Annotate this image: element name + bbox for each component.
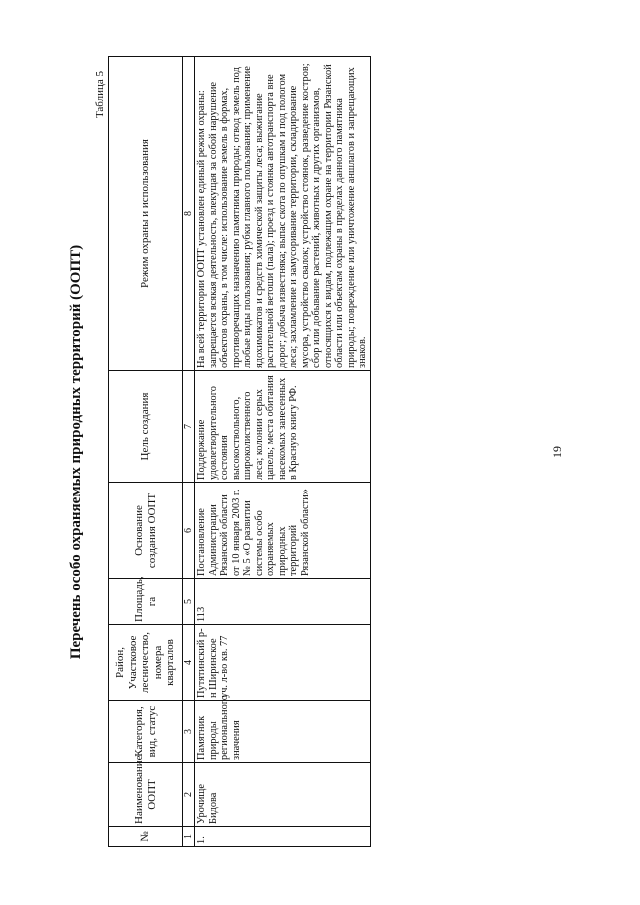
column-number: 8 [183,57,195,371]
header-category: Категория, вид, статус [109,701,183,763]
cell-district: Путятинский р-н Ширинское уч. л-во кв. 77 [195,625,371,701]
oopt-table [108,56,371,847]
cell-no: 1. [195,827,371,847]
header-district: Район, Участковое лесничество, номера кварталов [109,625,183,701]
rotated-page [60,57,580,847]
column-number: 3 [183,701,195,763]
column-number: 4 [183,625,195,701]
table-row [195,57,371,847]
column-number: 1 [183,827,195,847]
cell-category: Памятник природы регионального значения [195,701,371,763]
cell-name: Урочище Бидова [195,763,371,827]
cell-area: 113 [195,579,371,625]
column-number: 5 [183,579,195,625]
header-area: Площадь, га [109,579,183,625]
column-number-row [183,57,195,847]
page-title: Перечень особо охраняемых природных территорий (ООПТ) [68,244,84,660]
header-name: Наименование ООПТ [109,763,183,827]
header-purpose: Цель создания [109,371,183,483]
column-number: 2 [183,763,195,827]
page-number: 19 [550,446,564,458]
cell-regime: На всей территории ООПТ установлен единый режим охраны: запрещается всякая деятельность, влекущая за собой нарушение объектов охраны, в том числе: использование земель в формах, противоречащих назначению памятника природы; отвод земель под любые виды пользования; рубки главного пользования; применение ядохимикатов и средств химической защиты леса; выжигание растительной ветоши (пала); проезд и стоянка автотранспорта вне дорог; добыча известняка; выпас скота по опушкам и под пологом леса; захламление и замусоривание территории, складирование мусора, устройство свалок; устройство стоянок, разведение костров; сбор или добывание растений, животных и других организмов, относящихся к видам, подлежащим охране на территории Рязанской области или объектам охраны в пределах данного памятника природы; повреждение или уничтожение аншлагов и запрещающих знаков. [195,57,371,371]
header-basis: Основание создания ООПТ [109,483,183,579]
header-no: № [109,827,183,847]
column-number: 7 [183,371,195,483]
column-number: 6 [183,483,195,579]
cell-purpose: Поддержание удовлетворительного состояния высокоствольного, широколиственного леса; колонии серых цапель; места обитания насекомых занесенных в Красную книгу РФ. [195,371,371,483]
header-regime: Режим охраны и использования [109,57,183,371]
header-row [109,57,183,847]
table-label: Таблица 5 [94,71,106,119]
cell-basis: Постановление Администрации Рязанской области от 10 января 2003 г. № 5 «О развитии системы особо охраняемых природных территорий Рязанской области» [195,483,371,579]
